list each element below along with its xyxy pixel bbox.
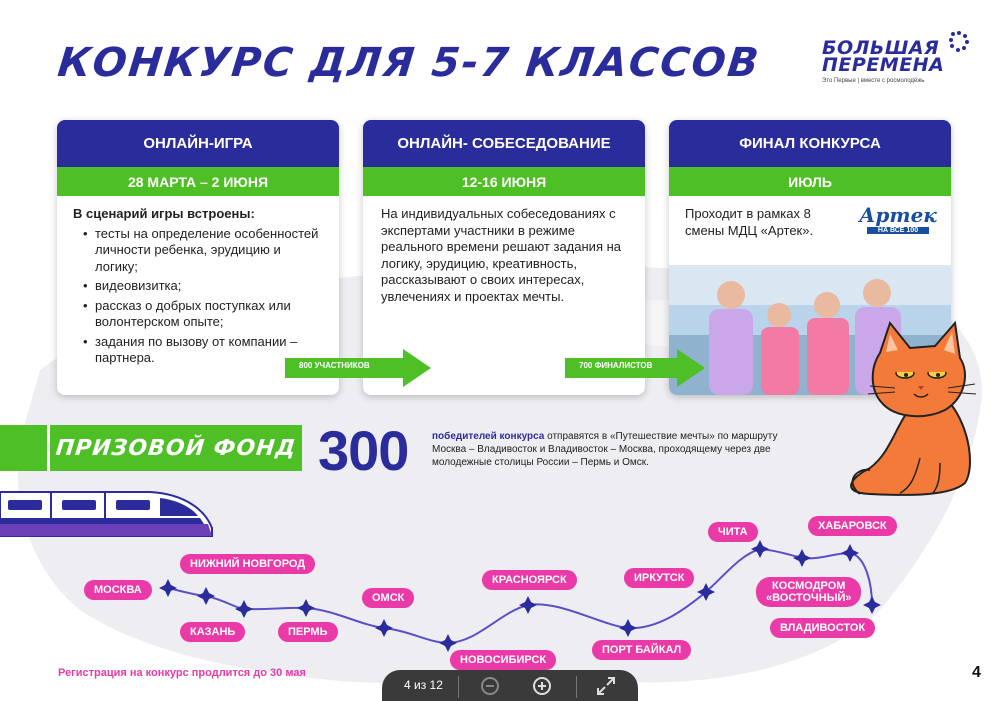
logo-subtitle: Это Первые | вместе с росмолодёжь: [822, 78, 925, 84]
stop-baikal-icon: [619, 619, 637, 637]
city-perm: ПЕРМЬ: [278, 622, 338, 642]
city-kazan: КАЗАНЬ: [180, 622, 245, 642]
train-icon: [0, 480, 216, 542]
card-header: ФИНАЛ КОНКУРСА: [669, 120, 951, 167]
card-header: ОНЛАЙН-ИГРА: [57, 120, 339, 167]
city-port-baikal: ПОРТ БАЙКАЛ: [592, 640, 691, 660]
winners-count: 300: [318, 419, 409, 482]
city-krasnoyarsk: КРАСНОЯРСК: [482, 570, 577, 590]
city-vostochny-line-2: «ВОСТОЧНЫЙ»: [766, 592, 852, 604]
prize-fund-banner: [0, 425, 302, 471]
list-item: • тесты на определение особенностей личности ребенка, эрудицию и логику;: [83, 226, 323, 276]
zoom-in-icon[interactable]: [530, 674, 554, 698]
city-vostochny: [756, 577, 861, 607]
fullscreen-icon[interactable]: [594, 674, 618, 698]
city-irkutsk: ИРКУТСК: [624, 568, 694, 588]
prize-text: отправятся в «Путешествие мечты» по маршруту Москва – Владивосток и Владивосток – Москва, проходящему через две молодежные столицы России – Пермь и Омск.: [432, 431, 778, 468]
card-header: ОНЛАЙН- СОБЕСЕДОВАНИЕ: [363, 120, 645, 167]
city-moscow: МОСКВА: [84, 580, 152, 600]
card-date: 12-16 ИЮНЯ: [363, 167, 645, 196]
toolbar-divider: [458, 676, 459, 698]
arrow-label: 800 УЧАСТНИКОВ: [299, 361, 370, 370]
artek-logo-tag: НА ВСЕ 100: [867, 227, 929, 234]
stop-vladivostok-icon: [863, 596, 881, 614]
city-chita: ЧИТА: [708, 522, 758, 542]
stop-vostochny-icon: [793, 549, 811, 567]
page-indicator: 4 из 12: [404, 678, 443, 692]
city-novosibirsk: НОВОСИБИРСК: [450, 650, 556, 670]
stop-kazan-icon: [235, 600, 253, 618]
registration-note: Регистрация на конкурс продлится до 30 мая: [58, 667, 306, 679]
card-list: [73, 226, 323, 367]
toolbar-divider: [576, 676, 577, 698]
card-lead: В сценарий игры встроены:: [73, 206, 255, 221]
stop-krasnoyarsk-icon: [519, 596, 537, 614]
card-date: ИЮЛЬ: [669, 167, 951, 196]
artek-logo: [857, 205, 939, 234]
city-nizhny-novgorod: НИЖНИЙ НОВГОРОД: [180, 554, 315, 574]
card-text: На индивидуальных собеседованиях с экспертами участники в режиме реального времени решают задания на логику, эрудицию, креативность, рассказывают о своих интересах, увлечениях и проектах мечты.: [381, 206, 621, 304]
arrow-label: 700 ФИНАЛИСТОВ: [579, 361, 653, 370]
list-item: • видеовизитка;: [83, 278, 323, 295]
logo-line-1: БОЛЬШАЯ: [822, 37, 940, 59]
card-body: [363, 196, 645, 317]
city-omsk: ОМСК: [362, 588, 414, 608]
viewer-toolbar: [382, 670, 638, 701]
prize-highlight: победителей конкурса: [432, 431, 545, 442]
stop-moscow-icon: [159, 579, 177, 597]
cat-illustration: [840, 318, 980, 498]
list-item: • рассказ о добрых поступках или волонтерском опыте;: [83, 298, 323, 331]
slide-page-number: 4: [972, 664, 981, 681]
artek-logo-name: Артек: [859, 203, 937, 227]
banner-edge: [0, 425, 50, 471]
arrow-finalists: [565, 349, 705, 387]
bolshaya-peremena-logo: [822, 37, 972, 100]
stop-khabarovsk-icon: [841, 544, 859, 562]
page-title: КОНКУРС ДЛЯ 5-7 КЛАССОВ: [55, 40, 763, 86]
prize-description: [432, 430, 812, 469]
card-date: 28 МАРТА – 2 ИЮНЯ: [57, 167, 339, 196]
city-khabarovsk: ХАБАРОВСК: [808, 516, 897, 536]
logo-line-2: ПЕРЕМЕНА: [822, 54, 945, 76]
arrow-participants: [285, 349, 431, 387]
stop-chita-icon: [751, 540, 769, 558]
zoom-out-icon[interactable]: [478, 674, 502, 698]
stop-omsk-icon: [375, 619, 393, 637]
prize-fund-label: ПРИЗОВОЙ ФОНД: [54, 435, 298, 461]
card-text: Проходит в рамках 8 смены МДЦ «Артек».: [685, 206, 814, 238]
city-vostochny-line-1: КОСМОДРОМ: [772, 580, 846, 592]
stop-nizhny-icon: [197, 587, 215, 605]
stop-perm-icon: [297, 599, 315, 617]
city-vladivostok: ВЛАДИВОСТОК: [770, 618, 875, 638]
list-item: • задания по вызову от компании – партнера.: [83, 334, 323, 367]
stop-novosibirsk-icon: [439, 634, 457, 652]
logo-dots-icon: [948, 30, 970, 52]
